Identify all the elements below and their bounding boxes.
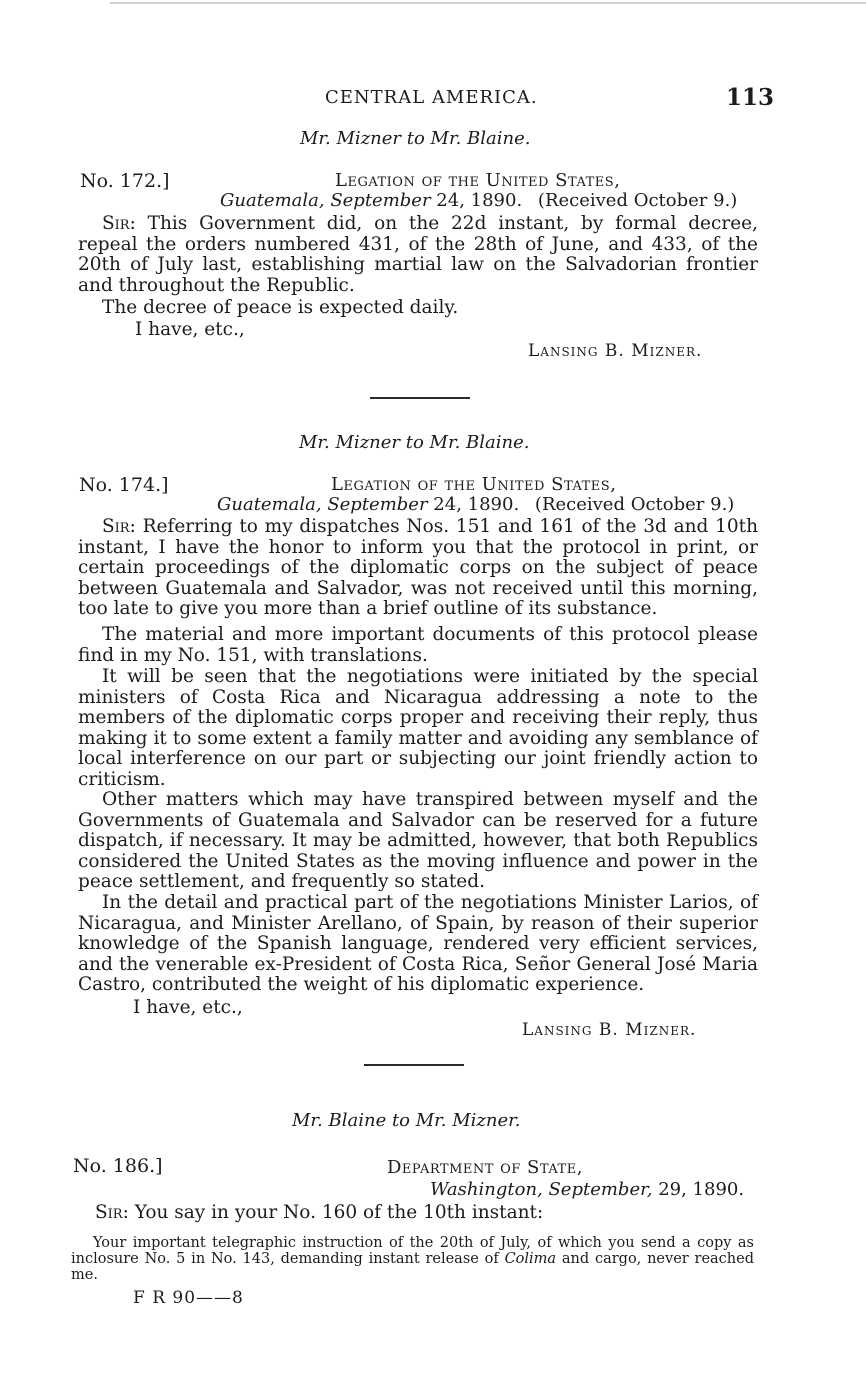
dispatch-number: No. 174.]: [79, 474, 169, 496]
received-note: (Received October 9.): [537, 190, 738, 211]
letter-paragraph: [78, 214, 758, 296]
dateline: [220, 190, 737, 211]
received-note: (Received October 9.): [534, 494, 735, 515]
letter-paragraph: The decree of peace is expected daily.: [102, 297, 459, 318]
letter-heading: Mr. Mizner to Mr. Blaine.: [300, 128, 531, 149]
letter-paragraph: In the detail and practical part of the negotiations Minister Larios, of Nicaragua, and Minister Arellano, of Spain, by reason of their superior knowledge of the Spanish language, rendered very efficient services, and the venerable ex-President of Costa Rica, Señor General José Maria Castro, contributed the weight of his diplomatic experience.: [78, 892, 758, 995]
signature: Lansing B. Mizner.: [528, 341, 703, 361]
running-header: CENTRAL AMERICA.: [325, 87, 538, 108]
legation-line: Legation of the United States,: [331, 474, 617, 495]
vessel-name: Colima: [504, 1251, 557, 1267]
section-divider: [370, 397, 470, 399]
date-rest: 29, 1890.: [658, 1179, 745, 1200]
letter-heading: Mr. Mizner to Mr. Blaine.: [299, 432, 530, 453]
salutation: Sir:: [102, 213, 136, 234]
scan-edge-line: [110, 2, 866, 4]
dateline: [430, 1179, 744, 1200]
department-line: Department of State,: [387, 1157, 583, 1178]
opening-line: [95, 1202, 543, 1223]
printer-signature-mark: F R 90——8: [133, 1288, 244, 1308]
legation-line: Legation of the United States,: [335, 170, 621, 191]
closing: I have, etc.,: [135, 319, 245, 340]
quoted-excerpt: [71, 1235, 754, 1283]
letter-paragraph: It will be seen that the negotiations were initiated by the special ministers of Costa Rica and Nicaragua addressing a note to the members of the diplomatic corps proper and receiving their reply, thus making it to some extent a family matter and avoiding any semblance of local interference on our part or subjecting our joint friendly action to criticism.: [78, 666, 758, 790]
dateline: [217, 494, 734, 515]
paragraph-text: This Government did, on the 22d instant, by formal decree, repeal the orders numbered 431, of the 28th of June, and 433, of the 20th of July last, establishing martial law on the Salvadorian frontier and throughout the Republic.: [78, 213, 758, 296]
section-divider: [364, 1064, 464, 1066]
salutation: Sir:: [95, 1202, 129, 1223]
page-number: 113: [726, 84, 775, 111]
letter-paragraph: Other matters which may have transpired between myself and the Governments of Guatemala and Salvador can be reserved for a future dispatch, if necessary. It may be admitted, however, that both Republics considered the United States as the moving influence and power in the peace settlement, and frequently so stated.: [78, 789, 758, 892]
closing: I have, etc.,: [133, 997, 243, 1018]
dispatch-number: No. 186.]: [73, 1155, 163, 1177]
date-place: Guatemala, September: [217, 494, 428, 515]
dispatch-number: No. 172.]: [80, 170, 170, 192]
quote-text-after: and cargo, never reached me.: [71, 1251, 755, 1283]
date-place: Guatemala, September: [220, 190, 431, 211]
letter-paragraph: The material and more important documents of this protocol please find in my No. 151, with translations.: [78, 624, 758, 666]
opening-text: You say in your No. 160 of the 10th instant:: [134, 1202, 544, 1223]
paragraph-text: Referring to my dispatches Nos. 151 and 161 of the 3d and 10th instant, I have the honor to inform you that the protocol in print, or certain proceedings of the diplomatic corps on the subject of peace between Guatemala and Salvador, was not received until this morning, too late to give you more than a brief outline of its substance.: [78, 516, 758, 619]
date-place: Washington, September,: [430, 1179, 653, 1200]
letter-paragraph: [78, 517, 758, 620]
quote-text-before: Your important telegraphic instruction of the 20th of July, of which you send a copy as inclosure No. 5 in No. 143, demanding instant release of: [71, 1235, 754, 1267]
date-rest: 24, 1890.: [436, 190, 523, 211]
letter-heading: Mr. Blaine to Mr. Mizner.: [292, 1110, 521, 1131]
signature: Lansing B. Mizner.: [522, 1020, 697, 1040]
date-rest: 24, 1890.: [433, 494, 520, 515]
salutation: Sir:: [102, 516, 136, 537]
